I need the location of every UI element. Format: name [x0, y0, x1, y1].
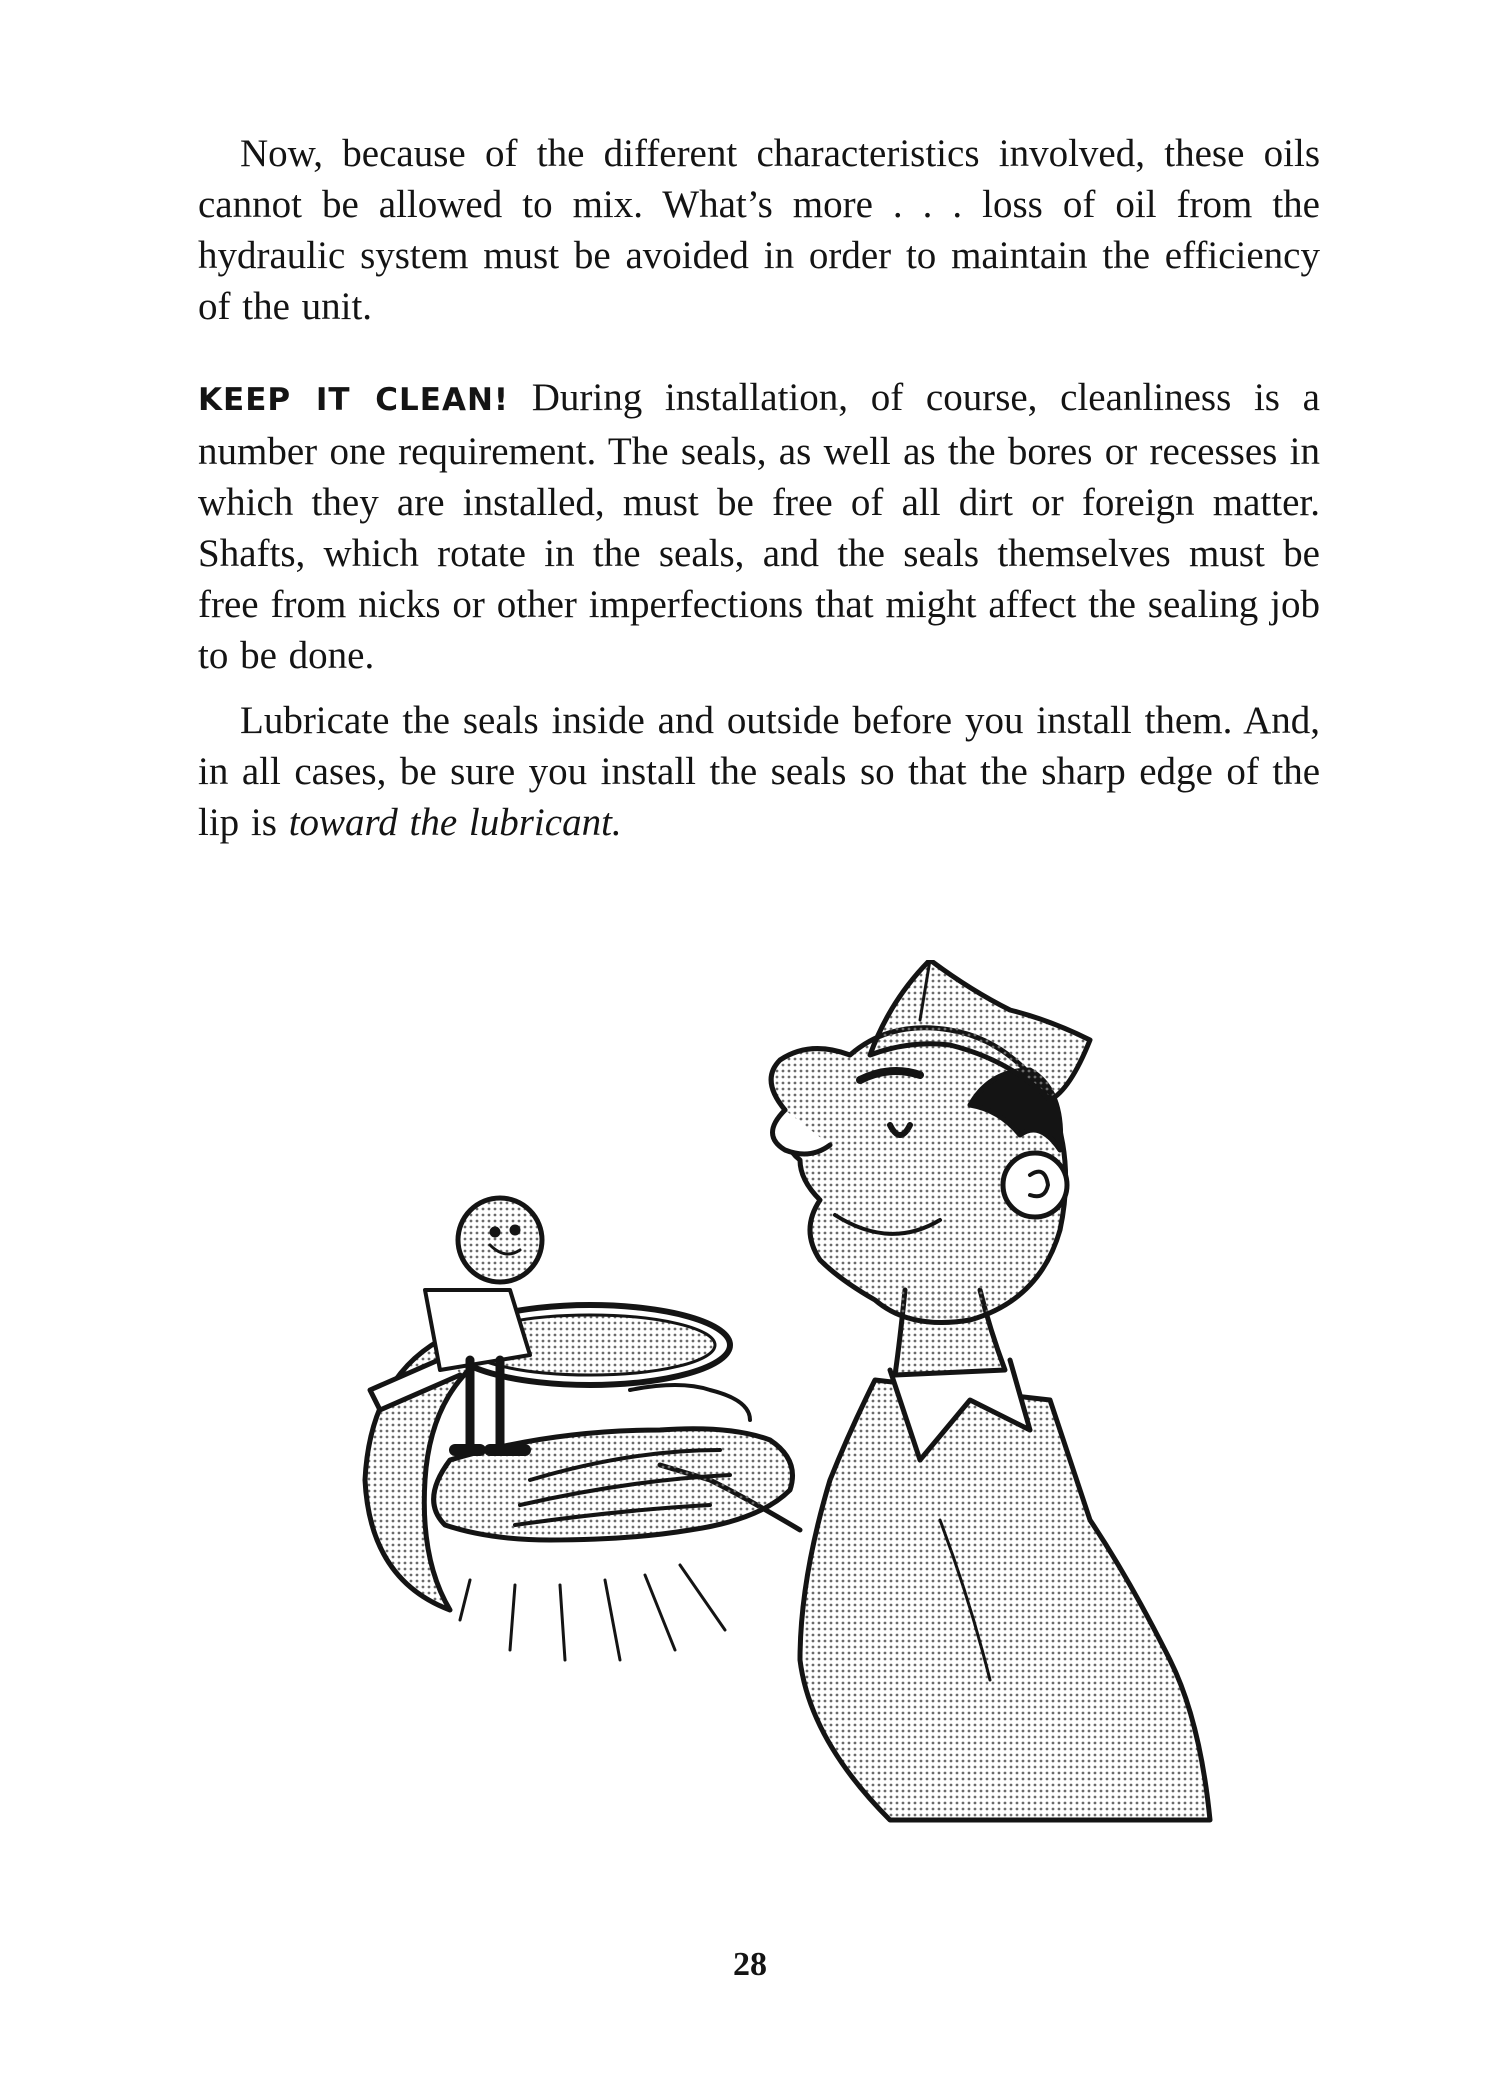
keep-it-clean-heading: KEEP IT CLEAN! — [198, 382, 510, 418]
paragraph-lubricate-seals — [198, 695, 1320, 848]
mechanic-shirt — [800, 1380, 1210, 1820]
mechanic-with-seal-character-icon — [330, 960, 1230, 1830]
paragraph-keep-it-clean — [198, 372, 1320, 681]
lubricate-body: Lubricate the seals inside and outside before you install them. And, in all cases, be sure you install the seals so that the sharp edge of the lip is — [198, 699, 1320, 844]
toward-lubricant-emphasis: toward the lubricant. — [288, 801, 622, 844]
page-number: 28 — [733, 1946, 767, 1983]
paragraph-oil-mixing: Now, because of the different characteristics involved, these oils cannot be allowed to mix. What’s more . . . loss of oil from the hydraulic system must be avoided in order to maintain the efficiency of the unit. — [198, 132, 1320, 328]
seal-character-head — [458, 1198, 542, 1282]
seal-character-body — [425, 1290, 530, 1370]
keep-it-clean-body: During installation, of course, cleanliness is a number one requirement. The seals, as well as the bores or recesses in which they are installed, must be free of all dirt or foreign matter. Shafts, which rotate in the seals, and the seals themselves must be free from nicks or other imperfections that might affect the sealing job to be done. — [198, 376, 1320, 677]
